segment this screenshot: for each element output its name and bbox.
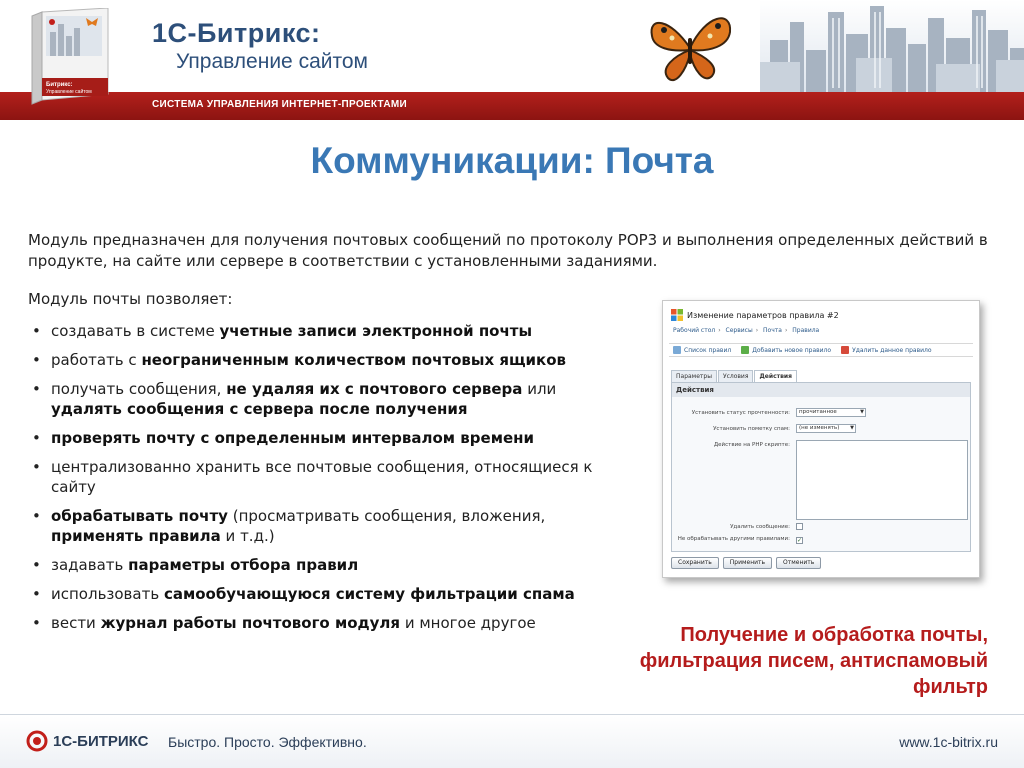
box-label-line2: Управление сайтом <box>46 89 92 95</box>
brand-name: 1С-Битрикс: <box>152 18 321 48</box>
bitrix-logo-icon <box>26 730 48 752</box>
admin-screenshot <box>662 300 980 578</box>
breadcrumb: Рабочий стол › Сервисы › Почта › Правила <box>673 327 820 334</box>
toolbar <box>669 343 973 357</box>
skip-other-rules-checkbox[interactable]: ✓ <box>797 537 803 544</box>
list-icon <box>673 346 681 354</box>
butterfly-image <box>640 8 740 88</box>
list-item: • вести журнал работы почтового модуля и многое другое <box>30 613 630 633</box>
tab-parameters[interactable]: Параметры <box>671 370 717 382</box>
list-item: • использовать самообучающуюся систему фильтрации спама <box>30 584 630 604</box>
header <box>0 0 1024 92</box>
breadcrumb-item[interactable]: Правила <box>792 327 820 334</box>
apply-button[interactable]: Применить <box>723 557 772 569</box>
add-rule-button[interactable]: Добавить новое правило <box>741 346 831 354</box>
php-action-label: Действие на PHP скрипте: <box>713 442 790 448</box>
brand <box>152 18 368 74</box>
brand-product: Управление сайтом <box>176 50 368 73</box>
list-item: • проверять почту с определенным интервалом времени <box>30 428 630 448</box>
product-box-image <box>28 8 114 108</box>
save-button[interactable]: Сохранить <box>671 557 719 569</box>
window-title: Изменение параметров правила #2 <box>671 309 839 321</box>
add-icon <box>741 346 749 354</box>
list-item: • получать сообщения, не удаляя их с почтового сервера или удалять сообщения с сервера после получения <box>30 379 630 419</box>
feature-list <box>30 321 630 642</box>
php-action-textarea[interactable] <box>796 440 968 520</box>
lead-text: Модуль почты позволяет: <box>28 290 233 308</box>
rule-edit-form <box>667 305 975 573</box>
footer-divider <box>0 714 1024 715</box>
box-label-line1: Битрикс: <box>46 82 73 88</box>
delete-message-checkbox[interactable] <box>796 523 803 530</box>
breadcrumb-item[interactable]: Почта <box>763 327 782 334</box>
spam-mark-label: Установить пометку спам: <box>713 426 790 432</box>
form-buttons <box>671 557 825 569</box>
city-skyline-image <box>760 0 1024 92</box>
footer-logo: 1С-БИТРИКС <box>26 730 148 752</box>
delete-rule-button[interactable]: Удалить данное правило <box>841 346 931 354</box>
feature-caption: Получение и обработка почты, фильтрация писем, антиспамовый фильтр <box>639 624 988 698</box>
skip-other-rules-label: Не обрабатывать другими правилами: <box>677 536 790 542</box>
spam-mark-select[interactable]: (не изменять) ▼ <box>796 424 856 433</box>
list-item: • централизованно хранить все почтовые сообщения, относящиеся к сайту <box>30 457 630 497</box>
actions-panel <box>671 382 971 552</box>
list-item: • обрабатывать почту (просматривать сообщения, вложения, применять правила и т.д.) <box>30 506 630 546</box>
intro-paragraph: Модуль предназначен для получения почтовых сообщений по протоколу POP3 и выполнения определенных действий в продукте, на сайте или сервере в соответствии с установленными заданиями. <box>28 231 988 270</box>
page-title: Коммуникации: Почта <box>310 140 714 181</box>
cancel-button[interactable]: Отменить <box>776 557 821 569</box>
list-item: • работать с неограниченным количеством почтовых ящиков <box>30 350 630 370</box>
footer-slogan: Быстро. Просто. Эффективно. <box>168 734 367 750</box>
delete-icon <box>841 346 849 354</box>
footer <box>0 716 1024 768</box>
delete-message-label: Удалить сообщение: <box>730 524 790 530</box>
breadcrumb-item[interactable]: Сервисы <box>725 327 753 334</box>
rules-list-button[interactable]: Список правил <box>673 346 731 354</box>
windows-logo-icon <box>671 309 683 321</box>
tagline: СИСТЕМА УПРАВЛЕНИЯ ИНТЕРНЕТ-ПРОЕКТАМИ <box>152 99 407 110</box>
breadcrumb-item[interactable]: Рабочий стол <box>673 327 716 334</box>
read-status-label: Установить статус прочтенности: <box>691 410 790 416</box>
read-status-select[interactable]: прочитанное ▼ <box>796 408 866 417</box>
list-item: • создавать в системе учетные записи электронной почты <box>30 321 630 341</box>
section-header: Действия <box>672 383 970 397</box>
tab-actions[interactable]: Действия <box>754 370 797 382</box>
tab-bar <box>671 370 798 382</box>
tab-conditions[interactable]: Условия <box>718 370 754 382</box>
footer-url-link[interactable]: www.1c-bitrix.ru <box>899 734 998 750</box>
list-item: • задавать параметры отбора правил <box>30 555 630 575</box>
